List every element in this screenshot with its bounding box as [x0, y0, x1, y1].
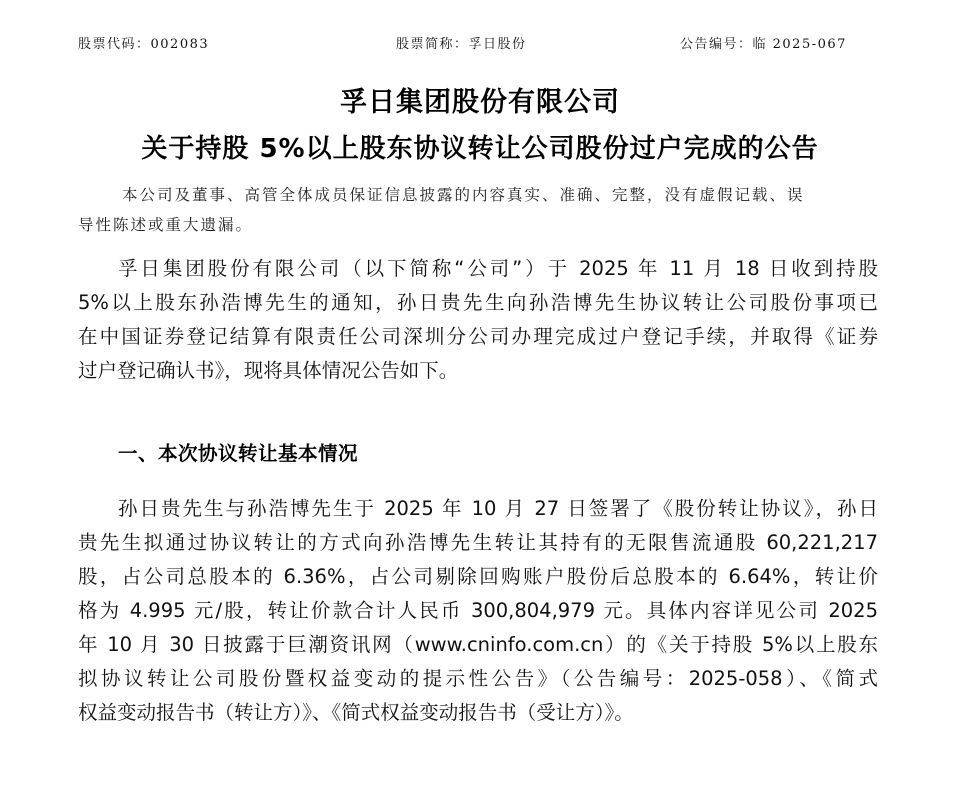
paragraph-line: 权益变动报告书（转让方）》、《简式权益变动报告书（受让方）》。 — [78, 701, 634, 724]
paragraph-line: 过户登记确认书》，现将具体情况公告如下。 — [78, 359, 459, 382]
announcement-title: 关于持股 5%以上股东协议转让公司股份过户完成的公告 — [141, 134, 819, 164]
company-title: 孚日集团股份有限公司 — [340, 87, 620, 118]
paragraph-line: 在中国证券登记结算有限责任公司深圳分公司办理完成过户登记手续，并取得《证券 — [78, 325, 878, 348]
page-header — [0, 33, 960, 53]
notice-number: 公告编号：临 2025-067 — [680, 37, 847, 52]
paragraph-line: 股，占公司总股本的 6.36%，占公司剔除回购账户股份后总股本的 6.64%，转让价 — [78, 565, 878, 588]
stock-abbreviation: 股票简称：孚日股份 — [396, 37, 527, 52]
paragraph-line: 贵先生拟通过协议转让的方式向孙浩博先生转让其持有的无限售流通股 60,221,217 — [78, 531, 878, 554]
paragraph-line: 年 10 月 30 日披露于巨潮资讯网（www.cninfo.com.cn）的《关于持股 5%以上股东 — [78, 633, 878, 656]
section-paragraph — [78, 492, 878, 730]
paragraph-line: 5%以上股东孙浩博先生的通知，孙日贵先生向孙浩博先生协议转让公司股份事项已 — [78, 291, 878, 314]
paragraph-line: 拟协议转让公司股份暨权益变动的提示性公告》（公告编号：2025-058）、《简式 — [78, 667, 878, 690]
paragraph-line: 格为 4.995 元/股，转让价款合计人民币 300,804,979 元。具体内容详见公司 2025 — [78, 599, 878, 622]
intro-paragraph — [78, 252, 878, 388]
paragraph-line: 孙日贵先生与孙浩博先生于 2025 年 10 月 27 日签署了《股份转让协议》，孙日 — [118, 497, 878, 520]
stock-code: 股票代码：002083 — [78, 37, 210, 52]
paragraph-line: 孚日集团股份有限公司（以下简称“公司”）于 2025 年 11 月 18 日收到持股 — [118, 257, 878, 280]
declaration-line: 导性陈述或重大遗漏。 — [78, 216, 254, 234]
declaration-line: 本公司及董事、高管全体成员保证信息披露的内容真实、准确、完整，没有虚假记载、误 — [122, 186, 805, 204]
section-heading: 一、本次协议转让基本情况 — [118, 442, 359, 465]
board-declaration — [78, 180, 873, 240]
